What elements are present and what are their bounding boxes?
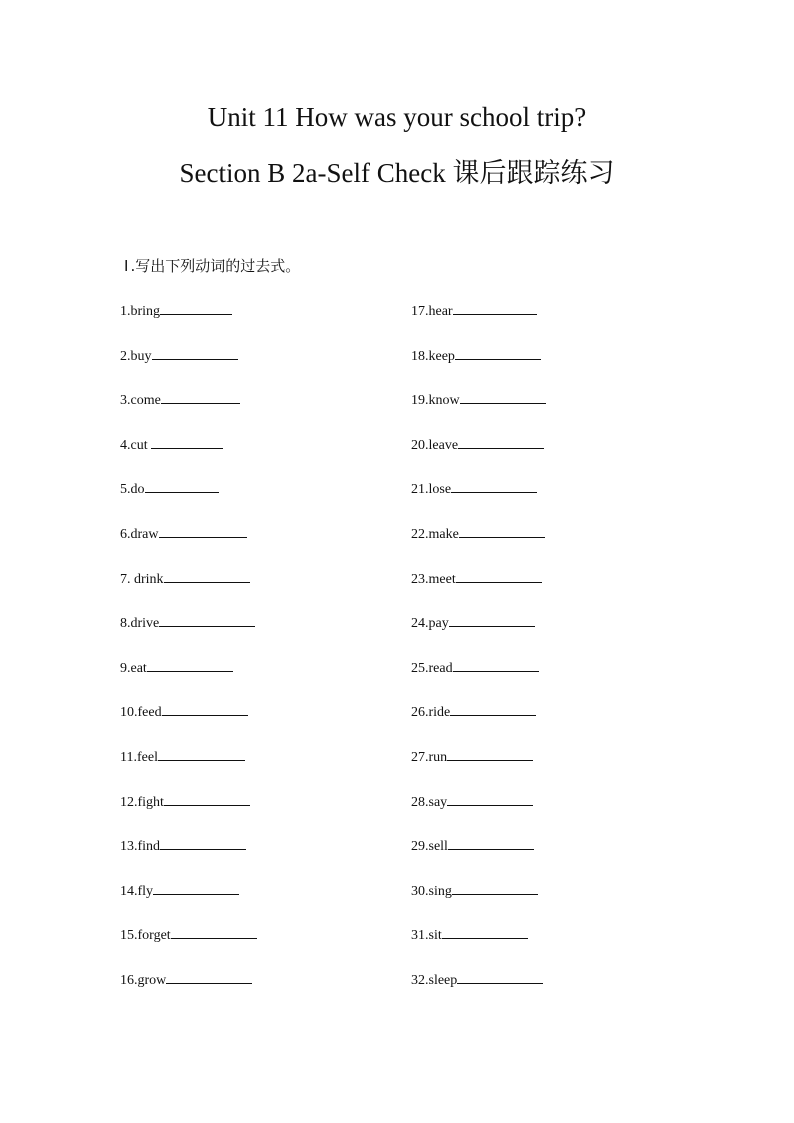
answer-blank[interactable] — [158, 746, 245, 761]
answer-blank[interactable] — [145, 478, 219, 493]
exercise-word: 9.eat — [120, 661, 147, 676]
exercise-word: 12.fight — [120, 795, 164, 810]
answer-blank[interactable] — [455, 345, 541, 360]
exercise-word: 4.cut — [120, 438, 152, 453]
answer-blank[interactable] — [160, 835, 246, 850]
exercise-word: 23.meet — [411, 572, 456, 587]
page-title: Unit 11 How was your school trip? — [207, 102, 587, 132]
exercise-word: 22.make — [411, 527, 459, 542]
exercise-item — [411, 389, 546, 411]
answer-blank[interactable] — [457, 969, 543, 984]
section-numeral: Ⅰ — [124, 259, 129, 275]
exercise-item — [411, 612, 535, 634]
exercise-word: 15.forget — [120, 928, 171, 943]
exercise-item — [120, 835, 246, 857]
exercise-word: 11.feel — [120, 750, 158, 765]
exercise-word: 32.sleep — [411, 973, 458, 988]
answer-blank[interactable] — [451, 478, 537, 493]
exercise-item — [120, 746, 245, 768]
answer-blank[interactable] — [153, 880, 239, 895]
exercise-item — [411, 523, 545, 545]
exercise-item — [411, 434, 544, 456]
exercise-item — [411, 791, 533, 813]
exercise-word: 29.sell — [411, 839, 448, 854]
exercise-item — [411, 345, 541, 367]
exercise-word: 27.run — [411, 750, 448, 765]
answer-blank[interactable] — [459, 523, 545, 538]
exercise-word: 3.come — [120, 393, 161, 408]
answer-blank[interactable] — [161, 389, 240, 404]
exercise-item — [411, 880, 538, 902]
answer-blank[interactable] — [453, 657, 539, 672]
answer-blank[interactable] — [449, 612, 535, 627]
exercise-item — [411, 746, 533, 768]
exercise-word: 16.grow — [120, 973, 167, 988]
exercise-item — [411, 478, 537, 500]
exercise-item — [411, 969, 543, 991]
exercise-word: 24.pay — [411, 616, 449, 631]
answer-blank[interactable] — [458, 434, 544, 449]
exercise-word: 1.bring — [120, 304, 161, 319]
exercise-word: 26.ride — [411, 705, 451, 720]
page-subtitle: Section B 2a-Self Check 课后跟踪练习 — [179, 158, 615, 188]
exercise-word: 5.do — [120, 482, 145, 497]
exercise-item — [120, 434, 223, 456]
exercise-word: 28.say — [411, 795, 448, 810]
answer-blank[interactable] — [456, 568, 542, 583]
exercise-item — [411, 701, 536, 723]
answer-blank[interactable] — [460, 389, 546, 404]
exercise-item — [120, 880, 239, 902]
exercise-word: 25.read — [411, 661, 453, 676]
exercise-item — [120, 523, 247, 545]
answer-blank[interactable] — [447, 746, 533, 761]
section-heading — [124, 256, 300, 277]
exercise-word: 6.draw — [120, 527, 159, 542]
exercise-word: 14.fly — [120, 884, 154, 899]
exercise-word: 13.find — [120, 839, 161, 854]
exercise-word: 7. drink — [120, 572, 164, 587]
answer-blank[interactable] — [453, 300, 537, 315]
answer-blank[interactable] — [151, 434, 223, 449]
exercise-item — [411, 657, 539, 679]
answer-blank[interactable] — [442, 924, 528, 939]
answer-blank[interactable] — [164, 791, 250, 806]
exercise-item — [120, 791, 250, 813]
answer-blank[interactable] — [166, 969, 252, 984]
exercise-word: 10.feed — [120, 705, 162, 720]
answer-blank[interactable] — [452, 880, 538, 895]
exercise-item — [120, 657, 233, 679]
exercise-item — [120, 478, 219, 500]
exercise-word: 30.sing — [411, 884, 452, 899]
exercise-item — [120, 300, 232, 322]
exercise-word: 19.know — [411, 393, 460, 408]
exercise-word: 2.buy — [120, 349, 152, 364]
exercise-word: 31.sit — [411, 928, 442, 943]
exercise-item — [120, 924, 257, 946]
section-instruction: .写出下列动词的过去式。 — [130, 257, 301, 275]
answer-blank[interactable] — [159, 612, 255, 627]
answer-blank[interactable] — [159, 523, 247, 538]
exercise-item — [411, 300, 537, 322]
exercise-item — [120, 568, 250, 590]
answer-blank[interactable] — [160, 300, 232, 315]
answer-blank[interactable] — [152, 345, 238, 360]
exercise-item — [120, 612, 255, 634]
answer-blank[interactable] — [448, 835, 534, 850]
answer-blank[interactable] — [450, 701, 536, 716]
exercise-item — [411, 924, 528, 946]
answer-blank[interactable] — [447, 791, 533, 806]
exercise-item — [411, 568, 542, 590]
answer-blank[interactable] — [171, 924, 257, 939]
exercise-item — [120, 345, 238, 367]
exercise-item — [120, 389, 240, 411]
exercise-word: 21.lose — [411, 482, 452, 497]
exercise-word: 18.keep — [411, 349, 455, 364]
exercise-word: 17.hear — [411, 304, 453, 319]
exercise-item — [120, 701, 248, 723]
exercise-word: 8.drive — [120, 616, 160, 631]
answer-blank[interactable] — [164, 568, 250, 583]
exercise-item — [120, 969, 252, 991]
answer-blank[interactable] — [162, 701, 248, 716]
exercise-item — [411, 835, 534, 857]
answer-blank[interactable] — [147, 657, 233, 672]
exercise-word: 20.leave — [411, 438, 459, 453]
